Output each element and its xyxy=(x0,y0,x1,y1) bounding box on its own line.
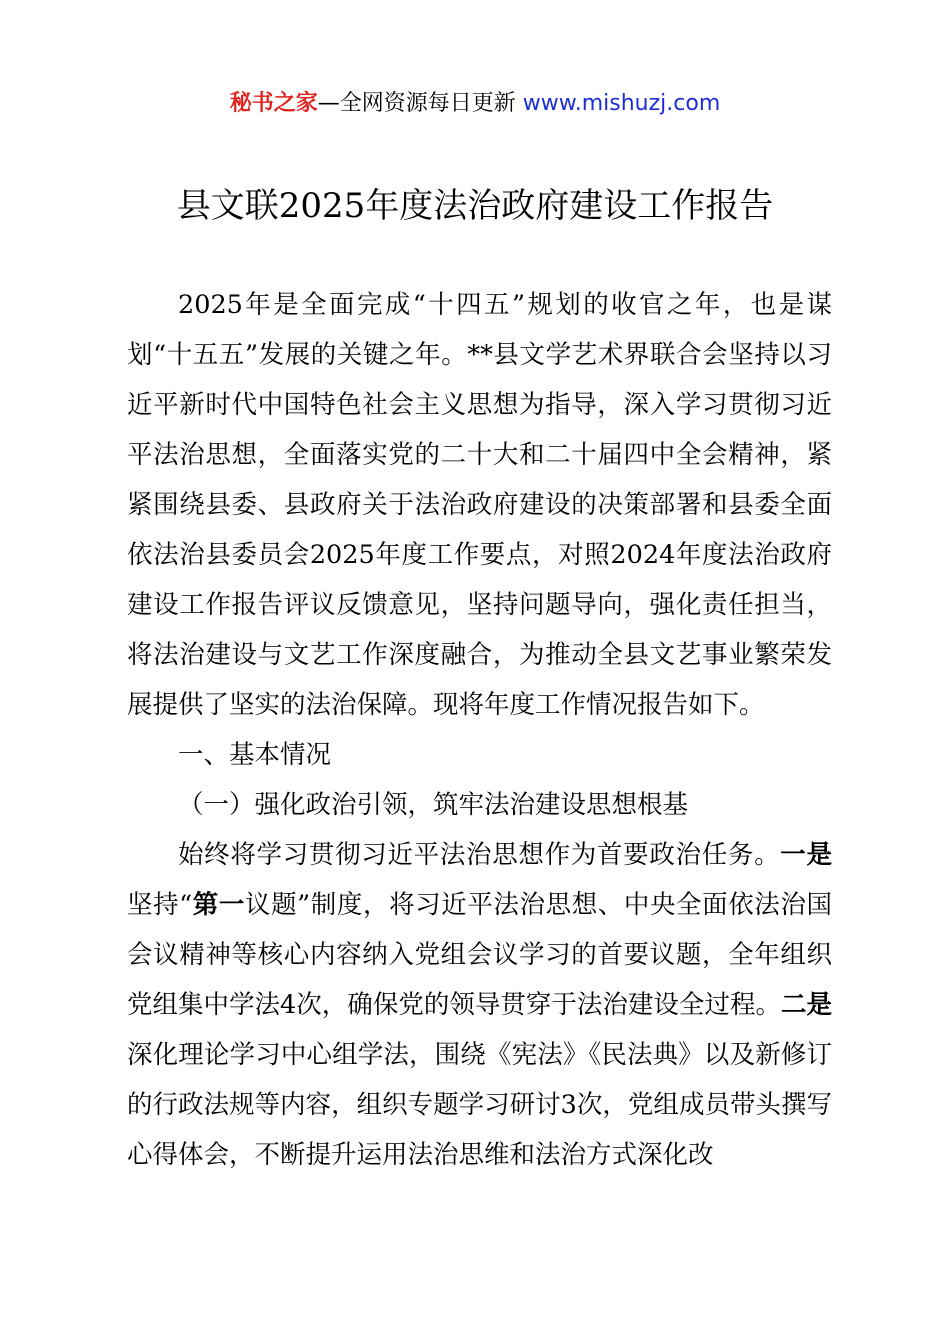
paragraph-political-study xyxy=(127,830,832,1180)
paragraph-lead: 始终将学习贯彻习近平法治思想作为首要政治任务。 xyxy=(178,840,781,870)
point-one-text: 议题”制度，将习近平法治思想、中央全面依法治国会议精神等核心内容纳入党组会议学习的首要议题，全年组织党组集中学法4次，确保党的领导贯穿于法治建设全过程。 xyxy=(127,890,832,1020)
point-two-text: 深化理论学习中心组学法，围绕《宪法》《民法典》以及新修订的行政法规等内容，组织专题学习研讨3次，党组成员带头撰写心得体会，不断提升运用法治思维和法治方式深化改 xyxy=(127,1040,832,1170)
section-heading-basic: 一、基本情况 xyxy=(178,740,332,770)
document-body xyxy=(127,280,832,1180)
header-tagline: —全网资源每日更新 xyxy=(317,91,523,116)
site-header xyxy=(0,88,950,120)
brand-name: 秘书之家 xyxy=(229,91,318,116)
intro-paragraph: 2025年是全面完成“十四五”规划的收官之年，也是谋划“十五五”发展的关键之年。**县文学艺术界联合会坚持以习近平新时代中国特色社会主义思想为指导，深入学习贯彻习近平法治思想，全面落实党的二十大和二十届四中全会精神，紧紧围绕县委、县政府关于法治政府建设的决策部署和县委全面依法治县委员会2025年度工作要点，对照2024年度法治政府建设工作报告评议反馈意见，坚持问题导向，强化责任担当，将法治建设与文艺工作深度融合，为推动全县文艺事业繁荣发展提供了坚实的法治保障。现将年度工作情况报告如下。 xyxy=(127,290,832,720)
point-one-text-pre: 坚持“ xyxy=(127,890,193,920)
point-one-bold-term: 第一 xyxy=(192,890,245,920)
point-two-label: 二是 xyxy=(780,990,832,1020)
site-url-link[interactable]: www.mishuzj.com xyxy=(522,91,721,116)
subsection-heading-political: （一）强化政治引领，筑牢法治建设思想根基 xyxy=(178,790,689,820)
point-one-label: 一是 xyxy=(780,840,832,870)
document-title: 县文联2025年度法治政府建设工作报告 xyxy=(176,186,774,226)
